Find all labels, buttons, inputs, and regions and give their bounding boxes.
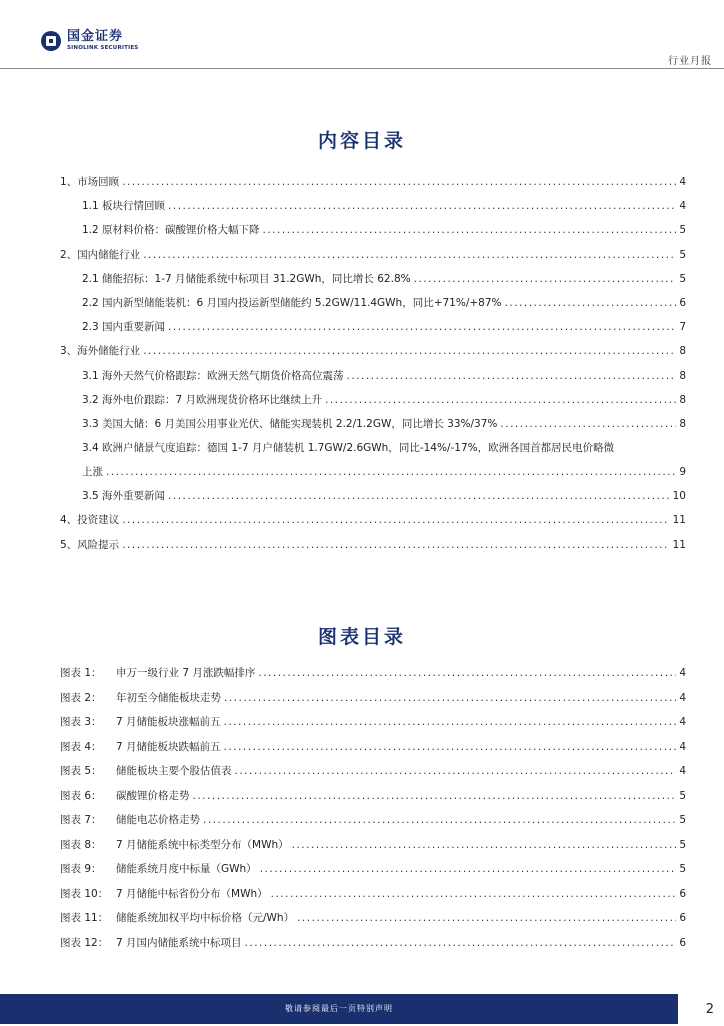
figure-item[interactable]: [60, 735, 686, 760]
toc-item-page: 5: [679, 248, 686, 261]
figure-label: 图表 10：: [60, 887, 109, 900]
toc-leader: [414, 267, 677, 291]
figure-leader: [258, 661, 676, 686]
figure-title: 储能系统月度中标量（GWh）: [116, 863, 257, 875]
toc-item-text-cont: 上涨: [82, 466, 103, 479]
figure-page: 5: [679, 789, 686, 802]
toc-item[interactable]: [60, 170, 686, 194]
figure-item[interactable]: [60, 686, 686, 711]
figure-page: 6: [679, 936, 686, 949]
figure-item[interactable]: [60, 661, 686, 686]
toc-leader: [122, 533, 669, 557]
toc-item-page: 11: [672, 538, 686, 551]
figure-item[interactable]: [60, 784, 686, 809]
toc-item-text: 1、市场回顾: [60, 176, 120, 188]
toc-item-page: 8: [679, 418, 686, 431]
figure-page: 4: [679, 740, 686, 753]
figure-item[interactable]: [60, 882, 686, 907]
toc-item-page: 9: [679, 466, 686, 479]
toc-leader: [325, 388, 676, 412]
toc-leader: [143, 339, 676, 363]
figure-label: 图表 7：: [60, 814, 102, 826]
toc-leader: [168, 315, 676, 339]
toc-leader: [122, 508, 669, 532]
toc-item-text: 1.1 板块行情回顾: [82, 200, 166, 213]
toc-subitem[interactable]: [60, 364, 686, 388]
figure-label: 图表 8：: [60, 838, 102, 851]
toc-item[interactable]: [60, 508, 686, 532]
figure-title: 储能板块主要个股估值表: [116, 765, 232, 777]
figure-item[interactable]: [60, 931, 686, 956]
toc-subitem[interactable]: [60, 412, 686, 436]
figure-label: 图表 6：: [60, 789, 102, 802]
toc-leader: [106, 460, 676, 484]
toc-leader: [500, 412, 676, 436]
report-type: 行业月报: [668, 56, 712, 67]
figure-title: 7 月储能系统中标类型分布（MWh）: [116, 838, 289, 851]
toc-item-text: 5、风险提示: [60, 538, 120, 551]
figure-leader: [203, 808, 676, 833]
figure-label: 图表 3：: [60, 716, 102, 728]
figure-page: 4: [679, 765, 686, 777]
figure-title: 申万一级行业 7 月涨跌幅排序: [116, 667, 256, 679]
toc-item-text: 3.3 美国大储：6 月美国公用事业光伏、储能实现装机 2.2/1.2GW，同比增长 33%/37%: [82, 418, 498, 431]
figure-label: 图表 2：: [60, 691, 102, 704]
toc-item-text: 3.5 海外重要新闻: [82, 490, 166, 503]
figure-leader: [235, 759, 677, 784]
toc-subitem[interactable]: [60, 315, 686, 339]
contents-title: 内容目录: [317, 130, 406, 152]
toc-leader: [143, 243, 676, 267]
figure-leader: [193, 784, 677, 809]
figure-label: 图表 5：: [60, 765, 102, 777]
figure-leader: [224, 735, 677, 760]
logo-cn-text: 国金证券: [67, 29, 124, 44]
figure-page: 6: [679, 912, 686, 924]
toc-leader: [347, 364, 677, 388]
toc-leader: [168, 484, 670, 508]
figure-leader: [224, 686, 676, 711]
toc-item-text: 2.3 国内重要新闻: [82, 321, 166, 334]
figure-page: 5: [679, 863, 686, 875]
page-footer: [0, 994, 724, 1024]
toc-leader: [168, 194, 676, 218]
contents-list: [60, 170, 686, 557]
header-divider: [0, 68, 724, 69]
figure-title: 7 月国内储能系统中标项目: [116, 936, 242, 949]
toc-item-page: 4: [679, 176, 686, 188]
figure-label: 图表 4：: [60, 740, 102, 753]
figure-title: 碳酸锂价格走势: [116, 789, 190, 802]
toc-subitem[interactable]: [60, 484, 686, 508]
toc-item[interactable]: [60, 436, 686, 484]
toc-item-page: 4: [679, 200, 686, 213]
toc-item-page: 8: [679, 393, 686, 406]
figure-item[interactable]: [60, 906, 686, 931]
toc-subitem[interactable]: [60, 218, 686, 242]
figure-page: 6: [679, 887, 686, 900]
figure-title: 7 月储能中标省份分布（MWh）: [116, 887, 268, 900]
figure-label: 图表 11：: [60, 912, 109, 924]
toc-item-page: 7: [679, 321, 686, 334]
company-logo: [40, 30, 138, 52]
figure-leader: [297, 906, 676, 931]
toc-item-text: 3、海外储能行业: [60, 345, 141, 358]
figure-leader: [224, 710, 677, 735]
toc-subitem[interactable]: [60, 291, 686, 315]
toc-subitem[interactable]: [60, 267, 686, 291]
logo-en-text: SINOLINK SECURITIES: [67, 45, 139, 51]
figure-page: 5: [679, 814, 686, 826]
toc-item[interactable]: [60, 243, 686, 267]
figure-page: 4: [679, 667, 686, 679]
figure-title: 储能电芯价格走势: [116, 814, 200, 826]
toc-item-text: 2、国内储能行业: [60, 248, 141, 261]
toc-item-page: 8: [679, 369, 686, 382]
page-header: [0, 0, 724, 70]
figure-item[interactable]: [60, 759, 686, 784]
figure-item[interactable]: [60, 833, 686, 858]
page-number: 2: [705, 1002, 714, 1017]
toc-leader: [263, 218, 677, 242]
toc-item-text: 1.2 原材料价格：碳酸锂价格大幅下降: [82, 224, 260, 237]
figure-item[interactable]: [60, 710, 686, 735]
figures-title: 图表目录: [317, 626, 406, 648]
toc-item-text: 2.1 储能招标：1-7 月储能系统中标项目 31.2GWh，同比增长 62.8%: [82, 272, 411, 285]
figure-title: 7 月储能板块涨幅前五: [116, 716, 221, 728]
figure-title: 年初至今储能板块走势: [116, 691, 221, 704]
footer-disclaimer: 敬请参阅最后一页特别声明: [285, 1004, 393, 1013]
toc-subitem[interactable]: [60, 388, 686, 412]
figure-title: 储能系统加权平均中标价格（元/Wh）: [116, 912, 295, 924]
toc-item-text: 2.2 国内新型储能装机：6 月国内投运新型储能约 5.2GW/11.4GWh，同比+71%/+87%: [82, 297, 502, 310]
toc-item-text: 3.1 海外天然气价格跟踪：欧洲天然气期货价格高位震荡: [82, 369, 344, 382]
figures-list: [60, 661, 686, 955]
figure-page: 5: [679, 838, 686, 851]
toc-leader: [122, 170, 676, 194]
toc-item-page: 8: [679, 345, 686, 358]
toc-item-page: 10: [672, 490, 686, 503]
toc-item[interactable]: [60, 533, 686, 557]
figure-label: 图表 12：: [60, 936, 109, 949]
toc-item-page: 11: [672, 514, 686, 527]
sinolink-logo-icon: [40, 30, 62, 52]
figure-page: 4: [679, 716, 686, 728]
toc-item-text: 3.2 海外电价跟踪：7 月欧洲现货价格环比继续上升: [82, 393, 323, 406]
figure-item[interactable]: [60, 808, 686, 833]
toc-item-text: 4、投资建议: [60, 514, 120, 527]
figure-page: 4: [679, 691, 686, 704]
toc-item-page: 5: [679, 272, 686, 285]
figure-leader: [260, 857, 677, 882]
toc-leader: [505, 291, 677, 315]
toc-subitem[interactable]: [60, 194, 686, 218]
figure-label: 图表 9：: [60, 863, 102, 875]
toc-item-page: 5: [679, 224, 686, 237]
toc-item-text: 3.4 欧洲户储景气度追踪：德国 1-7 月户储装机 1.7GW/2.6GWh，同比-14%/-17%，欧洲各国首都居民电价略微: [82, 442, 615, 455]
figure-title: 7 月储能板块跌幅前五: [116, 740, 221, 753]
figure-item[interactable]: [60, 857, 686, 882]
figure-leader: [245, 931, 677, 956]
figure-leader: [292, 833, 677, 858]
figure-leader: [271, 882, 677, 907]
figure-label: 图表 1：: [60, 667, 102, 679]
toc-item-page: 6: [679, 297, 686, 310]
toc-item[interactable]: [60, 339, 686, 363]
